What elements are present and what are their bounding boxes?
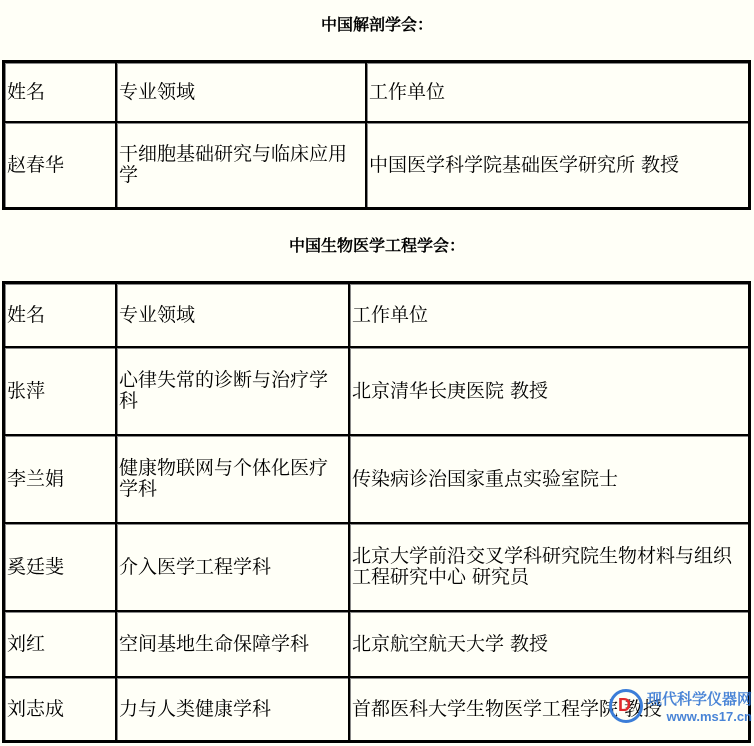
member-field: 空间基地生命保障学科 <box>116 611 349 677</box>
table-row <box>4 435 749 523</box>
member-field: 干细胞基础研究与临床应用学 <box>116 122 366 208</box>
member-name: 奚廷斐 <box>4 523 116 611</box>
header-field: 专业领域 <box>116 62 366 122</box>
table-row <box>4 611 749 677</box>
member-affiliation: 北京清华长庚医院 教授 <box>349 347 749 435</box>
table-row <box>4 347 749 435</box>
member-affiliation: 中国医学科学院基础医学研究所 教授 <box>366 122 749 208</box>
table-row <box>4 523 749 611</box>
member-name: 刘红 <box>4 611 116 677</box>
member-affiliation: 北京航空航天大学 教授 <box>349 611 749 677</box>
table-header-row <box>4 283 749 347</box>
member-table-anatomy <box>2 60 751 210</box>
watermark-url: www.ms17.cn <box>666 709 752 724</box>
section-title-bme: 中国生物医学工程学会： <box>288 236 465 255</box>
member-affiliation: 北京大学前沿交叉学科研究院生物材料与组织工程研究中心 研究员 <box>349 523 749 611</box>
member-table-bme <box>2 281 751 743</box>
header-affiliation: 工作单位 <box>366 62 749 122</box>
member-name: 刘志成 <box>4 677 116 741</box>
table-row <box>4 122 749 208</box>
site-watermark <box>609 688 752 724</box>
member-name: 张萍 <box>4 347 116 435</box>
member-name: 李兰娟 <box>4 435 116 523</box>
member-field: 健康物联网与个体化医疗学科 <box>116 435 349 523</box>
header-affiliation: 工作单位 <box>349 283 749 347</box>
member-name: 赵春华 <box>4 122 116 208</box>
ms17-logo-icon <box>609 689 643 723</box>
header-name: 姓名 <box>4 62 116 122</box>
member-field: 力与人类健康学科 <box>116 677 349 741</box>
member-affiliation: 首都医科大学生物医学工程学院 教授 <box>349 677 749 741</box>
header-field: 专业领域 <box>116 283 349 347</box>
watermark-site-name: 现代科学仪器网 <box>646 690 752 708</box>
member-field: 介入医学工程学科 <box>116 523 349 611</box>
member-affiliation: 传染病诊治国家重点实验室院士 <box>349 435 749 523</box>
table-header-row <box>4 62 749 122</box>
member-field: 心律失常的诊断与治疗学科 <box>116 347 349 435</box>
header-name: 姓名 <box>4 283 116 347</box>
section-title-anatomy: 中国解剖学会： <box>320 15 433 34</box>
watermark-text <box>647 688 752 724</box>
